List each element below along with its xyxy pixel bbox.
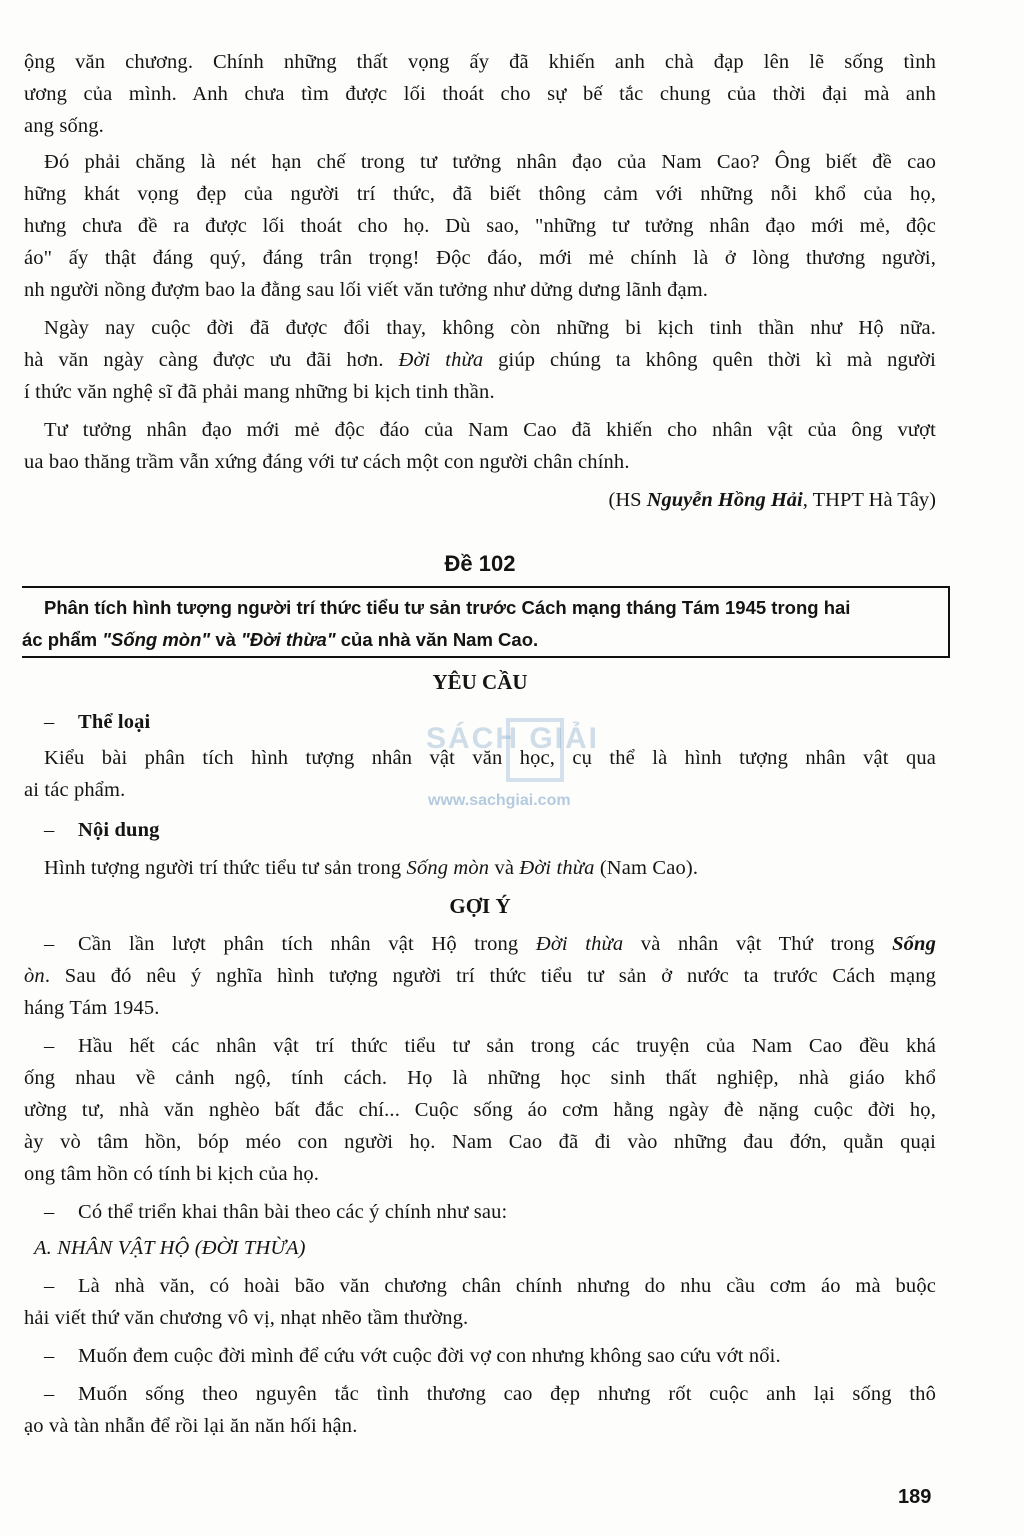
text-line: háng Tám 1945.: [24, 997, 160, 1019]
text-line: ày vò tâm hồn, bóp méo con người họ. Nam Cao đã đi vào những đau đớn, quằn quại: [24, 1131, 936, 1153]
text-span: và nhân vật Thứ trong: [623, 933, 893, 955]
text-line: ang sống.: [24, 115, 104, 137]
text-line: Kiểu bài phân tích hình tượng nhân vật văn học, cụ thể là hình tượng nhân vật qua: [44, 747, 936, 769]
text-span: ác phẩm: [22, 629, 103, 650]
text-line: nh người nồng đượm bao la đằng sau lối viết văn tưởng như dửng dưng lãnh đạm.: [24, 279, 709, 301]
work-title: Đời thừa: [535, 933, 624, 955]
text-line: Tư tưởng nhân đạo mới mẻ độc đáo của Nam Cao đã khiến cho nhân vật của ông vượt: [44, 419, 936, 441]
work-title: "Sống mòn": [102, 629, 211, 650]
text-line: ống nhau về cảnh ngộ, tính cách. Họ là những học sinh thất nghiệp, nhà giáo khổ: [24, 1067, 936, 1089]
text-line: [44, 1378, 936, 1410]
text-span: (Nam Cao).: [594, 857, 699, 879]
text-line: [44, 1340, 956, 1372]
text-line: Đó phải chăng là nét hạn chế trong tư tưởng nhân đạo của Nam Cao? Ông biết đề cao: [44, 151, 936, 173]
text-span: Hầu hết các nhân vật trí thức tiểu tư sản trong các truyện của Nam Cao đều khá: [78, 1035, 936, 1057]
work-title: Sống mòn: [406, 857, 490, 879]
text-line: ua bao thăng trầm vẫn xứng đáng với tư cách một con người chân chính.: [24, 451, 630, 473]
dash: –: [44, 819, 55, 841]
text-line: áo" ấy thật đáng quý, đáng trân trọng! Độc đáo, mới mẻ chính là ở lòng thương người,: [24, 247, 936, 269]
text-span: . Sau đó nêu ý nghĩa hình tượng người trí thức tiểu tư sản ở nước ta trước Cách mạng: [44, 965, 936, 987]
dash: –: [44, 1345, 55, 1367]
text-line: [44, 928, 936, 960]
text-span: và: [489, 857, 520, 879]
text-line: [44, 852, 956, 884]
text-span: của nhà văn Nam Cao.: [335, 629, 539, 650]
work-title: òn: [24, 965, 45, 987]
text-line: [44, 1196, 956, 1228]
heading-label: Nội dung: [78, 819, 160, 841]
dash: –: [44, 1383, 55, 1405]
text-line: ương của mình. Anh chưa tìm được lối thoát cho sự bế tắc chung của thời đại mà anh: [24, 83, 936, 105]
watermark-logo-text: SÁCH GIẢI: [426, 722, 600, 755]
text-span: Muốn sống theo nguyên tắc tình thương cao đẹp nhưng rốt cuộc anh lại sống thô: [78, 1383, 936, 1405]
dash: –: [44, 1035, 55, 1057]
task-line: [22, 624, 914, 656]
dash: –: [44, 1201, 55, 1223]
work-title: "Đời thừa": [241, 629, 336, 650]
dash: –: [44, 933, 55, 955]
work-title: Đời thừa: [519, 857, 595, 879]
text-line: [24, 344, 936, 376]
text-span: và: [210, 629, 242, 650]
text-line: í thức văn nghệ sĩ đã phải mang những bi kịch tinh thần.: [24, 381, 495, 403]
task-line: Phân tích hình tượng người trí thức tiểu tư sản trước Cách mạng tháng Tám 1945 trong hai: [44, 597, 851, 618]
signature-prefix: (HS: [608, 489, 647, 511]
work-title: Sống: [892, 933, 936, 955]
text-line: hải viết thứ văn chương vô vị, nhạt nhẽo tầm thường.: [24, 1307, 469, 1329]
section-heading: A. NHÂN VẬT HỘ (ĐỜI THỪA): [34, 1237, 306, 1259]
page-number: 189: [898, 1486, 932, 1508]
text-span: Là nhà văn, có hoài bão văn chương chân chính nhưng do nhu cầu cơm áo mà buộc: [78, 1275, 936, 1297]
text-line: [44, 1270, 936, 1302]
text-span: giúp chúng ta không quên thời kì mà người: [483, 349, 936, 371]
watermark-logo: [426, 722, 636, 772]
hints-heading: GỢI Ý: [449, 894, 511, 918]
exam-title: Đề 102: [444, 551, 516, 576]
work-title: Đời thừa: [398, 349, 484, 371]
text-line: ạo và tàn nhẫn để rồi lại ăn năn hối hận.: [24, 1415, 358, 1437]
text-line: [44, 1030, 936, 1062]
text-span: Muốn đem cuộc đời mình để cứu vớt cuộc đời vợ con nhưng không sao cứu vớt nổi.: [78, 1345, 781, 1367]
text-line: Ngày nay cuộc đời đã được đổi thay, không còn những bi kịch tinh thần như Hộ nữa.: [44, 317, 936, 339]
text-span: Cần lần lượt phân tích nhân vật Hộ trong: [78, 933, 536, 955]
content-heading: [44, 814, 956, 846]
dash: –: [44, 1275, 55, 1297]
text-span: Có thể triển khai thân bài theo các ý chính như sau:: [78, 1201, 508, 1223]
text-line: ai tác phẩm.: [24, 779, 126, 801]
text-line: ộng văn chương. Chính những thất vọng ấy đã khiến anh chà đạp lên lẽ sống tình: [24, 51, 936, 73]
text-line: hững khát vọng đẹp của người trí thức, đã biết thông cảm với những nỗi khổ của họ,: [24, 183, 936, 205]
text-span: hà văn ngày càng được ưu đãi hơn.: [24, 349, 399, 371]
signature: [609, 484, 936, 516]
dash: –: [44, 711, 55, 733]
heading-label: Thể loại: [78, 711, 151, 733]
requirements-heading: YÊU CẦU: [432, 670, 528, 694]
text-line: ường tư, nhà văn nghèo bất đắc chí... Cuộc sống áo cơm hằng ngày đè nặng cuộc đời họ,: [24, 1099, 936, 1121]
watermark-frame: [506, 718, 564, 782]
watermark-url: www.sachgiai.com: [428, 792, 571, 809]
text-span: Hình tượng người trí thức tiểu tư sản trong: [44, 857, 407, 879]
author-name: Nguyễn Hồng Hải: [646, 489, 803, 511]
text-line: [24, 960, 936, 992]
text-line: ong tâm hồn có tính bi kịch của họ.: [24, 1163, 320, 1185]
signature-suffix: , THPT Hà Tây): [802, 489, 936, 511]
text-line: hưng chưa đề ra được lối thoát cho họ. Dù sao, "những tư tưởng nhân đạo mới mẻ, độc: [24, 215, 936, 237]
